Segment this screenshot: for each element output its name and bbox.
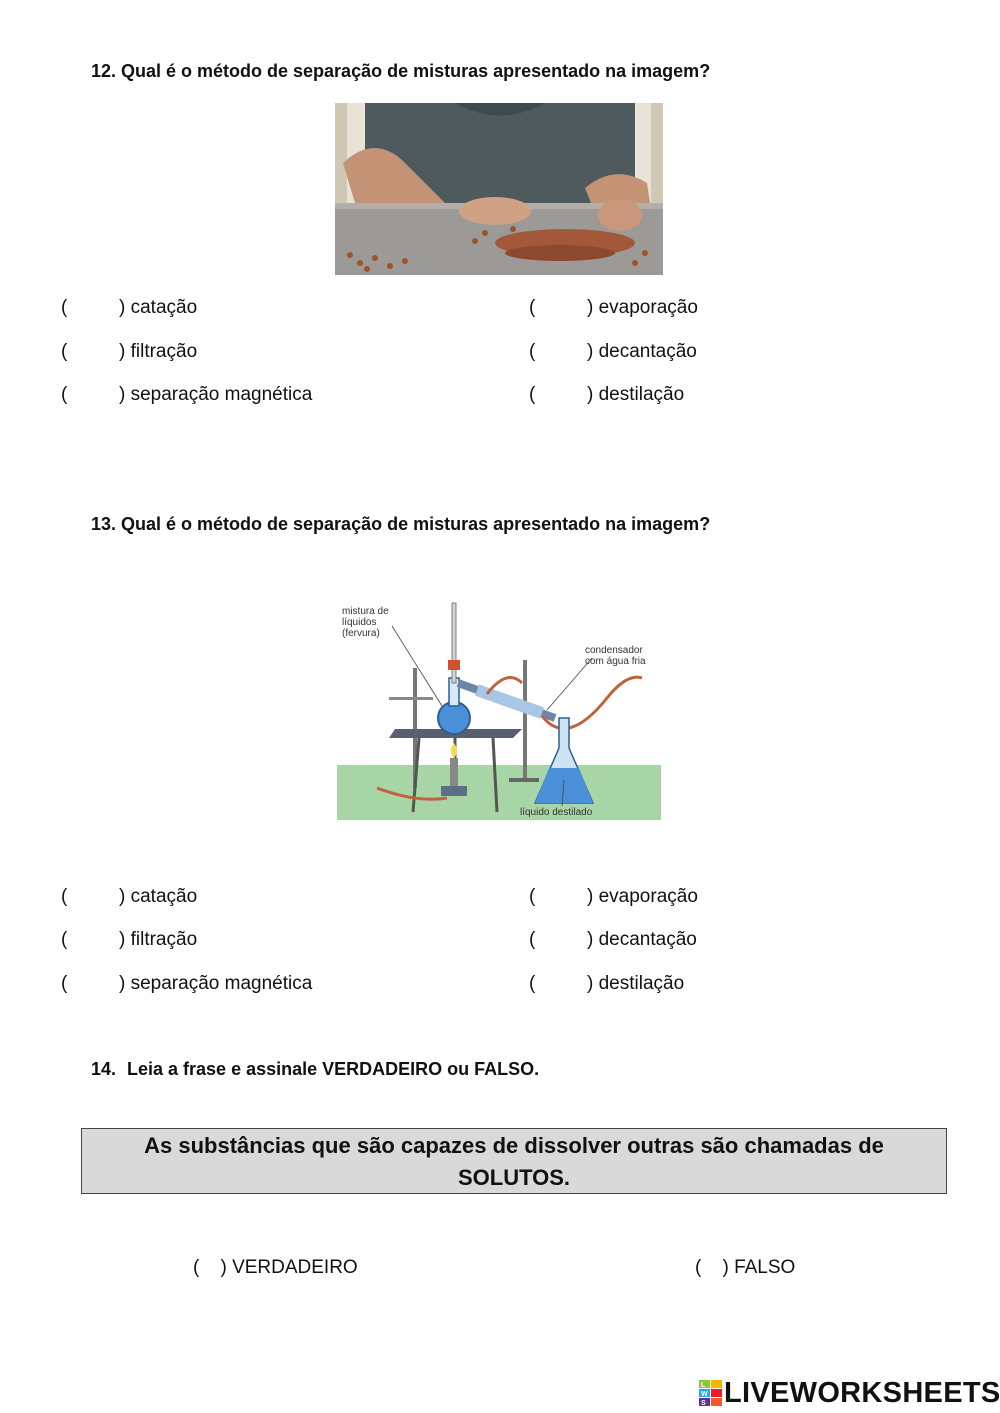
q12-option-left-3[interactable]: [61, 384, 312, 406]
option-label: separação magnética: [130, 384, 313, 405]
checkbox-close: ): [119, 929, 126, 950]
checkbox-close: ): [587, 929, 594, 950]
q14-statement-line1: As substâncias que são capazes de dissolver outras são chamadas de: [144, 1133, 884, 1158]
q13-option-left-1[interactable]: [61, 886, 197, 908]
logo-badge-l: L: [701, 1382, 706, 1389]
liveworksheets-logo[interactable]: [698, 1375, 1000, 1411]
checkbox-open[interactable]: (: [193, 1257, 200, 1278]
q14-number: 14.: [91, 1059, 117, 1079]
label-distilled: líquido destilado: [520, 807, 593, 818]
q12-question: Qual é o método de separação de misturas apresentado na imagem?: [121, 61, 711, 81]
q13-number: 13.: [91, 514, 117, 534]
distillation-apparatus: [337, 598, 661, 820]
label-mixture-1: mistura de: [342, 606, 389, 617]
checkbox-close: ): [119, 297, 126, 318]
false-label: FALSO: [734, 1257, 796, 1278]
q13-option-left-3[interactable]: [61, 973, 312, 995]
option-label: catação: [130, 886, 198, 907]
checkbox-open[interactable]: (: [529, 384, 536, 405]
q12-option-left-1[interactable]: [61, 297, 197, 319]
q14-true-option[interactable]: [193, 1257, 358, 1279]
q12-number: 12.: [91, 61, 117, 81]
q13-distillation-diagram: [337, 598, 661, 820]
q14-false-option[interactable]: [695, 1257, 795, 1279]
q14-statement-box: [81, 1128, 947, 1194]
logo-badge-s: S: [701, 1400, 706, 1407]
checkbox-close: ): [587, 384, 594, 405]
checkbox-open[interactable]: (: [61, 384, 68, 405]
q12-option-right-1[interactable]: [529, 297, 698, 319]
q13-option-right-1[interactable]: [529, 886, 698, 908]
checkbox-close: ): [587, 297, 594, 318]
q12-option-right-3[interactable]: [529, 384, 684, 406]
checkbox-open[interactable]: (: [61, 929, 68, 950]
checkbox-close: ): [587, 886, 594, 907]
checkbox-open[interactable]: (: [529, 929, 536, 950]
q13-question: Qual é o método de separação de misturas apresentado na imagem?: [121, 514, 711, 534]
q14-title: [91, 1059, 539, 1080]
checkbox-close: ): [587, 341, 594, 362]
option-label: separação magnética: [130, 973, 313, 994]
label-condenser-2: com água fria: [585, 656, 646, 667]
option-label: destilação: [598, 384, 685, 405]
q14-statement-line2: SOLUTOS.: [457, 1165, 571, 1190]
label-mixture-3: (fervura): [342, 628, 380, 639]
checkbox-close: ): [119, 973, 126, 994]
sorting-beans-image: [335, 103, 663, 275]
checkbox-open[interactable]: (: [529, 886, 536, 907]
option-label: decantação: [598, 341, 697, 362]
checkbox-open[interactable]: (: [529, 341, 536, 362]
checkbox-open[interactable]: (: [61, 341, 68, 362]
checkbox-open[interactable]: (: [529, 297, 536, 318]
checkbox-open[interactable]: (: [529, 973, 536, 994]
q12-option-right-2[interactable]: [529, 341, 697, 363]
option-label: destilação: [598, 973, 685, 994]
q13-option-right-2[interactable]: [529, 929, 697, 951]
checkbox-close: ): [119, 886, 126, 907]
q12-photo-sorting-beans: [335, 103, 663, 275]
q12-title: [91, 61, 710, 82]
q13-option-left-2[interactable]: [61, 929, 197, 951]
checkbox-open[interactable]: (: [61, 297, 68, 318]
option-label: evaporação: [598, 886, 698, 907]
checkbox-open[interactable]: (: [695, 1257, 702, 1278]
logo-text: LIVEWORKSHEETS: [724, 1376, 1000, 1409]
checkbox-close: ): [722, 1257, 729, 1278]
checkbox-close: ): [587, 973, 594, 994]
option-label: filtração: [130, 341, 198, 362]
checkbox-close: ): [119, 341, 126, 362]
true-label: VERDADEIRO: [232, 1257, 358, 1278]
q13-title: [91, 514, 710, 535]
checkbox-open[interactable]: (: [61, 973, 68, 994]
q13-option-right-3[interactable]: [529, 973, 684, 995]
checkbox-open[interactable]: (: [61, 886, 68, 907]
logo-badge-icon: [698, 1379, 724, 1407]
logo-badge-w: W: [701, 1391, 708, 1398]
option-label: decantação: [598, 929, 697, 950]
label-mixture-2: líquidos: [342, 617, 377, 628]
checkbox-close: ): [220, 1257, 227, 1278]
option-label: catação: [130, 297, 198, 318]
q12-option-left-2[interactable]: [61, 341, 197, 363]
label-condenser-1: condensador: [585, 645, 643, 656]
option-label: evaporação: [598, 297, 698, 318]
checkbox-close: ): [119, 384, 126, 405]
q14-instruction: Leia a frase e assinale VERDADEIRO ou FALSO.: [127, 1059, 540, 1079]
option-label: filtração: [130, 929, 198, 950]
